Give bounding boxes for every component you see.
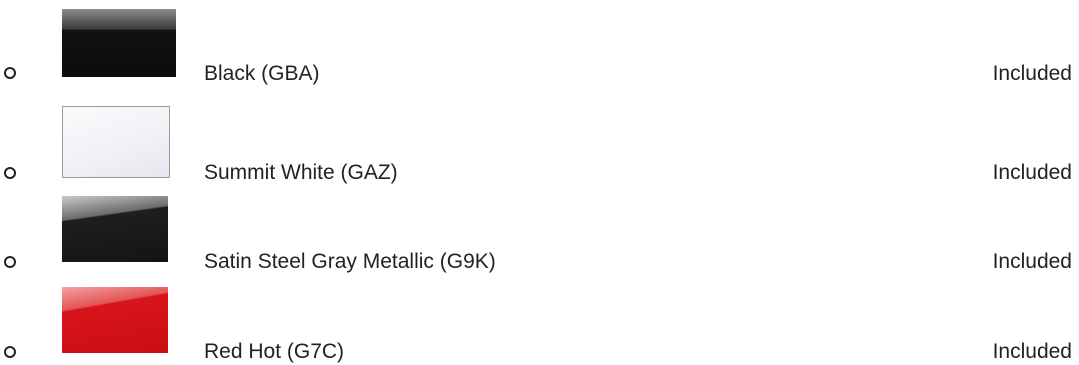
color-swatch [62,9,176,77]
color-option-price: Included [992,340,1072,363]
color-option-label: Summit White (GAZ) [204,161,398,184]
color-swatch [62,106,170,178]
radio-button[interactable] [4,256,16,268]
color-option-label: Satin Steel Gray Metallic (G9K) [204,250,496,273]
color-option-black[interactable] [0,0,1079,85]
color-option-label: Black (GBA) [204,62,320,85]
color-swatch [62,287,168,353]
color-option-price: Included [992,161,1072,184]
color-option-label: Red Hot (G7C) [204,340,345,363]
color-option-price: Included [992,250,1072,273]
radio-button[interactable] [4,346,16,358]
color-option-summit-white[interactable] [0,100,1079,184]
radio-button[interactable] [4,67,16,79]
color-option-satin-steel-gray-metallic[interactable] [0,190,1079,273]
color-option-price: Included [992,62,1072,85]
radio-button[interactable] [4,167,16,179]
color-swatch [62,196,168,262]
color-option-red-hot[interactable] [0,282,1079,362]
